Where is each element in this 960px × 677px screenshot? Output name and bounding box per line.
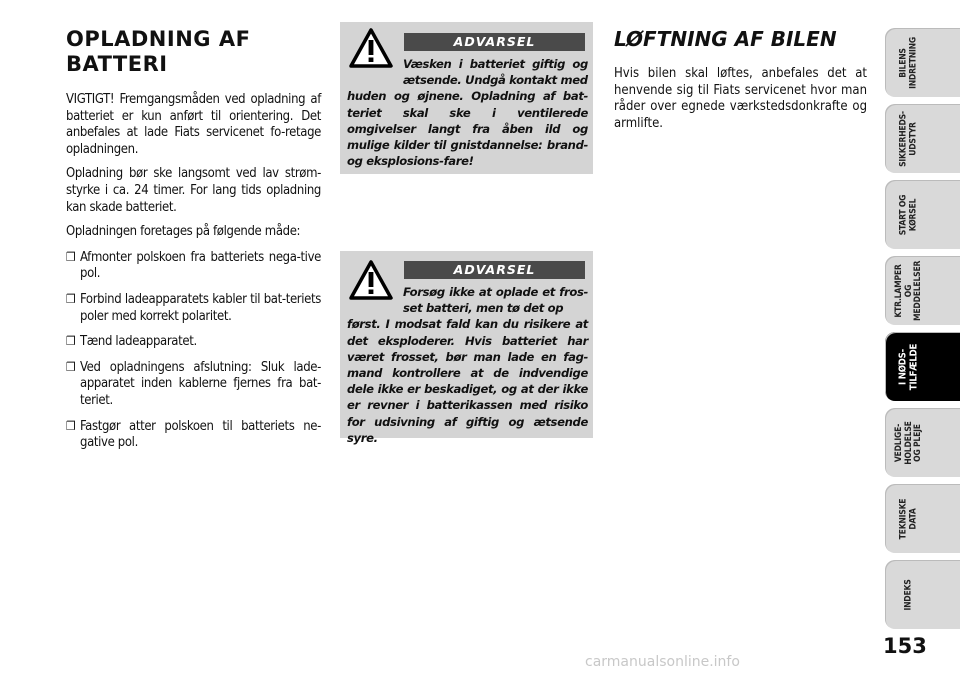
warning-title: ADVARSEL xyxy=(404,33,585,51)
list-item: ❒ Fastgør atter polskoen til batteriets ne-gative pol. xyxy=(66,418,321,451)
checkbox-icon: ❒ xyxy=(66,249,76,264)
warning-text: Forsøg ikke at oplade et fros-set batteri, men tø det op først. I modsat fald kan du risikere at det eksploderer. Hvis batteriet har været frosset, bør man lade en fag-mand kontrollere at de indvendige dele ikke er beskadiget, og at der ikke er revner i batterikassen med risiko for udsivning af giftig og ætsende syre. xyxy=(347,285,588,445)
checkbox-icon: ❒ xyxy=(66,359,76,374)
warning-text: Væsken i batteriet giftig og ætsende. Undgå kontakt med huden og øjnene. Opladning af bat-teriet skal ske i ventilerede omgivelser langt fra åben ild og mulige kilder til gnistdannelse: brand- og eksplosions-fare! xyxy=(347,57,588,169)
section-title xyxy=(66,27,321,77)
tab-vedligeholdelse[interactable]: VEDLIGE- HOLDELSE OG PLEJE xyxy=(885,408,960,477)
paragraph-important: VIGTIGT! Fremgangsmåden ved opladning af batteriet er kun anført til orientering. Det anbefales at lade Fiats servicenet fo-retage opladningen. xyxy=(66,92,321,157)
paragraph-charging: Opladning bør ske langsomt ved lav strøm-styrke i ca. 24 timer. For lang tids opladning kan skade batteriet. xyxy=(66,166,321,215)
title-line-2: BATTERI xyxy=(66,52,168,76)
tab-indeks[interactable]: INDEKS xyxy=(885,560,960,629)
checkbox-icon: ❒ xyxy=(66,291,76,306)
watermark: carmanualsonline.info xyxy=(585,654,740,670)
tab-tekniske-data[interactable]: TEKNISKE DATA xyxy=(885,484,960,553)
list-item: ❒ Afmonter polskoen fra batteriets nega-tive pol. xyxy=(66,249,321,282)
warning-box-frozen xyxy=(340,251,593,445)
checkbox-icon: ❒ xyxy=(66,334,76,349)
list-item: ❒ Tænd ladeapparatet. xyxy=(66,334,197,350)
right-column xyxy=(614,27,867,140)
tab-bilens-indretning[interactable]: BILENS INDRETNING xyxy=(885,28,960,97)
tab-ktr-lamper[interactable]: KTR.LAMPER OG MEDDELELSER xyxy=(885,256,960,325)
checkbox-icon: ❒ xyxy=(66,418,76,433)
bullet-list xyxy=(66,249,321,452)
tab-i-nodstilfaelde[interactable]: I NØDS- TILFÆLDE xyxy=(885,332,960,401)
title-line-1: OPLADNING AF xyxy=(66,27,251,51)
paragraph-lifting: Hvis bilen skal løftes, anbefales det at henvende sig til Fiats servicenet hvor man råder over egnede værkstedsdonkrafte og armlifte. xyxy=(614,66,867,131)
page-number: 153 xyxy=(883,634,927,658)
list-item: ❒ Forbind ladeapparatets kabler til bat-teriets poler med korrekt polaritet. xyxy=(66,291,321,324)
list-item: ❒ Ved opladningens afslutning: Sluk lade-apparatet inden kablerne fjernes fra bat-teriet. xyxy=(66,359,321,408)
section-title-lifting: LØFTNING AF BILEN xyxy=(614,27,837,51)
paragraph-procedure: Opladningen foretages på følgende måde: xyxy=(66,224,301,240)
warning-box-acid xyxy=(340,22,593,174)
left-column xyxy=(66,27,321,460)
tab-start-og-korsel[interactable]: START OG KØRSEL xyxy=(885,180,960,249)
tab-sikkerhedsudstyr[interactable]: SIKKERHEDS- UDSTYR xyxy=(885,104,960,173)
warning-title: ADVARSEL xyxy=(404,261,585,279)
